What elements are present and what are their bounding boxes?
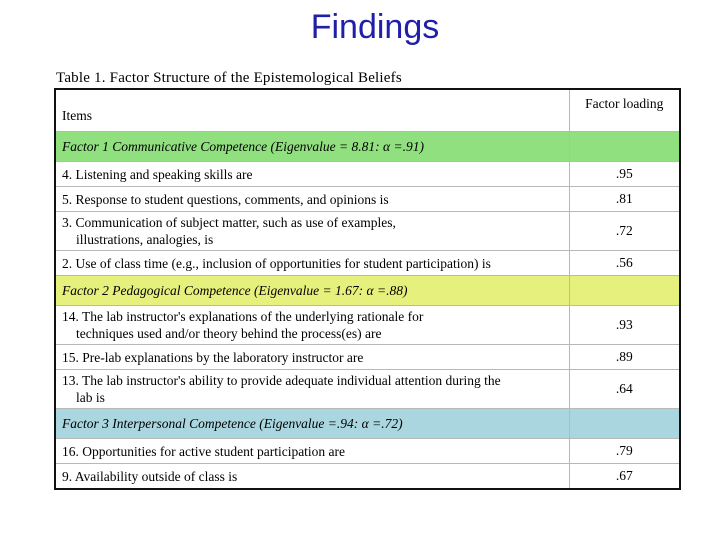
table-row bbox=[55, 162, 680, 187]
factor-label: Factor 2 Pedagogical Competence (Eigenvalue = 1.67: α =.88) bbox=[55, 276, 569, 306]
loading-value: .79 bbox=[569, 439, 680, 464]
loading-value: .72 bbox=[569, 212, 680, 251]
factor-row-3 bbox=[55, 409, 680, 439]
table-row bbox=[55, 439, 680, 464]
table-row bbox=[55, 251, 680, 276]
factor-label: Factor 1 Communicative Competence (Eigenvalue = 8.81: α =.91) bbox=[55, 132, 569, 162]
table-row bbox=[55, 212, 680, 251]
factor-structure-table bbox=[54, 88, 681, 490]
table-header-row bbox=[55, 89, 680, 132]
table-row bbox=[55, 187, 680, 212]
loading-value: .56 bbox=[569, 251, 680, 276]
item-text: 4. Listening and speaking skills are bbox=[55, 162, 569, 187]
loading-value: .95 bbox=[569, 162, 680, 187]
factor-row-1 bbox=[55, 132, 680, 162]
factor-label: Factor 3 Interpersonal Competence (Eigenvalue =.94: α =.72) bbox=[55, 409, 569, 439]
factor-loading-empty bbox=[569, 409, 680, 439]
header-items: Items bbox=[55, 89, 569, 132]
table-caption: Table 1. Factor Structure of the Epistemological Beliefs bbox=[56, 70, 402, 86]
factor-loading-empty bbox=[569, 132, 680, 162]
item-text: 3. Communication of subject matter, such as use of examples, illustrations, analogies, is bbox=[55, 212, 569, 251]
item-text-continued: techniques used and/or theory behind the process(es) are bbox=[76, 326, 382, 341]
table-row bbox=[55, 464, 680, 490]
item-text: 16. Opportunities for active student participation are bbox=[55, 439, 569, 464]
table-row bbox=[55, 306, 680, 345]
item-text: 14. The lab instructor's explanations of the underlying rationale for techniques used and/or theory behind the process(es) are bbox=[55, 306, 569, 345]
factor-loading-empty bbox=[569, 276, 680, 306]
table-row bbox=[55, 345, 680, 370]
page-title: Findings bbox=[310, 8, 440, 46]
item-text: 5. Response to student questions, comments, and opinions is bbox=[55, 187, 569, 212]
loading-value: .81 bbox=[569, 187, 680, 212]
loading-value: .89 bbox=[569, 345, 680, 370]
factor-row-2 bbox=[55, 276, 680, 306]
table-row bbox=[55, 370, 680, 409]
loading-value: .64 bbox=[569, 370, 680, 409]
loading-value: .67 bbox=[569, 464, 680, 490]
item-text-continued: illustrations, analogies, is bbox=[76, 232, 214, 247]
loading-value: .93 bbox=[569, 306, 680, 345]
item-text: 13. The lab instructor's ability to provide adequate individual attention during the lab is bbox=[55, 370, 569, 409]
item-text: 15. Pre-lab explanations by the laboratory instructor are bbox=[55, 345, 569, 370]
item-text-continued: lab is bbox=[76, 390, 105, 405]
header-factor-loading: Factor loading bbox=[569, 89, 680, 132]
item-text: 2. Use of class time (e.g., inclusion of opportunities for student participation) is bbox=[55, 251, 569, 276]
item-text: 9. Availability outside of class is bbox=[55, 464, 569, 490]
